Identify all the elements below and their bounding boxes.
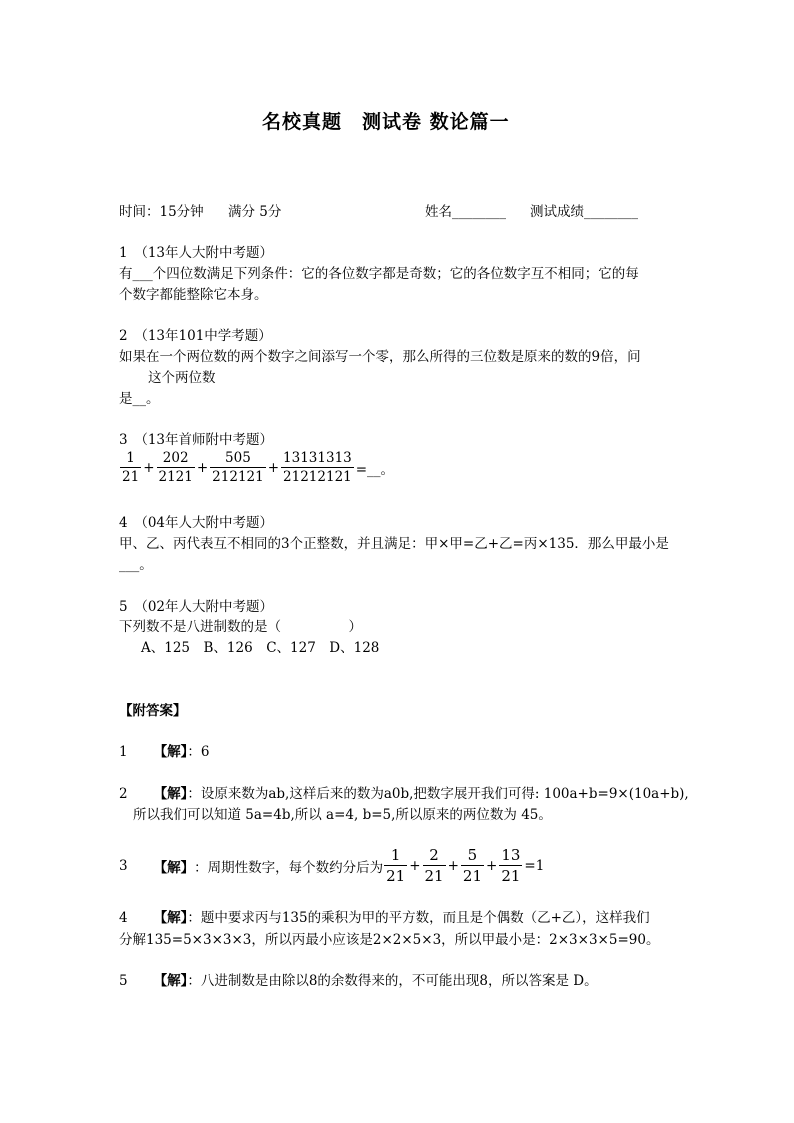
q2-line2: 这个两位数 bbox=[148, 370, 216, 386]
page-title: 名校真题 测试卷 数论篇一 bbox=[262, 111, 510, 133]
test-score-field: 测试成绩________ bbox=[530, 204, 638, 220]
solution-tag: 【解】 bbox=[153, 744, 188, 760]
q3-heading: 3 （13年首师附中考题） bbox=[119, 432, 274, 448]
a3-fraction bbox=[423, 846, 446, 885]
fraction-numerator: 13 bbox=[501, 846, 521, 864]
q3-tail: =__。 bbox=[355, 461, 395, 478]
fraction-denominator: 21 bbox=[424, 867, 444, 885]
plus-sign: + bbox=[267, 459, 280, 476]
q2-heading: 2 （13年101中学考题） bbox=[119, 328, 272, 344]
answer-5 bbox=[119, 973, 598, 989]
fraction-denominator: 21 bbox=[122, 469, 140, 485]
answer-4-line1 bbox=[119, 910, 650, 926]
fraction-numerator: 505 bbox=[225, 450, 251, 466]
fraction-numerator: 202 bbox=[162, 450, 189, 466]
answer-number: 2 bbox=[119, 786, 128, 802]
q5-heading: 5 （02年人大附中考题） bbox=[119, 599, 274, 615]
q3-fraction bbox=[120, 450, 141, 485]
full-score-label: 满分 5分 bbox=[228, 204, 282, 220]
fraction-denominator: 2121 bbox=[158, 469, 193, 485]
answers-heading: 【附答案】 bbox=[119, 703, 187, 719]
answer-text: ：6 bbox=[187, 744, 210, 760]
answer-text: ：题中要求丙与135的乘积为甲的平方数，而且是个偶数（乙+乙），这样我们 bbox=[187, 910, 650, 926]
fraction-denominator: 21 bbox=[386, 867, 406, 885]
plus-sign: + bbox=[409, 857, 421, 874]
q4-line2: ___。 bbox=[119, 557, 153, 573]
solution-tag: 【解】 bbox=[153, 786, 188, 802]
fraction-denominator: 21 bbox=[462, 867, 482, 885]
a3-fraction bbox=[499, 846, 522, 885]
a3-fraction bbox=[461, 846, 484, 885]
answer-1 bbox=[119, 744, 209, 760]
fraction-numerator: 1 bbox=[390, 846, 401, 864]
solution-tag: 【解】 bbox=[153, 859, 195, 876]
q1-line1: 有___个四位数满足下列条件：它的各位数字都是奇数；它的各位数字互不相同；它的每 bbox=[119, 266, 639, 282]
fraction-numerator: 5 bbox=[467, 846, 478, 864]
fraction-denominator: 212121 bbox=[212, 469, 264, 485]
q3-fraction bbox=[281, 450, 354, 485]
solution-tag: 【解】 bbox=[153, 973, 188, 989]
answer-text: ：八进制数是由除以8的余数得来的，不可能出现8，所以答案是 D。 bbox=[187, 973, 598, 989]
q2-line1: 如果在一个两位数的两个数字之间添写一个零，那么所得的三位数是原来的数的9倍，问 bbox=[119, 349, 641, 365]
answer-number: 5 bbox=[119, 973, 128, 989]
plus-sign: + bbox=[447, 857, 459, 874]
fraction-denominator: 21212121 bbox=[283, 469, 352, 485]
time-label: 时间：15分钟 bbox=[119, 204, 204, 220]
a3-tail: =1 bbox=[524, 857, 545, 874]
answer-text: ：设原来数为ab,这样后来的数为a0b,把数字展开我们可得: 100a+b=9×(10a+b), bbox=[187, 786, 689, 802]
plus-sign: + bbox=[196, 459, 209, 476]
q4-heading: 4 （04年人大附中考题） bbox=[119, 515, 274, 531]
q4-line1: 甲、乙、丙代表互不相同的3个正整数，并且满足：甲×甲=乙+乙=丙×135．那么甲最小是 bbox=[119, 536, 669, 552]
answer-2-line2: 所以我们可以知道 5a=4b,所以 a=4, b=5,所以原来的两位数为 45。 bbox=[133, 807, 552, 823]
fraction-numerator: 13131313 bbox=[283, 450, 352, 466]
a3-fraction bbox=[384, 846, 407, 885]
fraction-numerator: 2 bbox=[429, 846, 439, 864]
answer-number: 3 bbox=[119, 857, 128, 874]
answer-number: 4 bbox=[119, 910, 128, 926]
answer-2-line1 bbox=[119, 786, 689, 802]
q1-heading: 1 （13年人大附中考题） bbox=[119, 245, 274, 261]
fraction-numerator: 1 bbox=[126, 450, 135, 466]
answer-4-line2: 分解135=5×3×3×3，所以丙最小应该是2×2×5×3，所以甲最小是：2×3×3×5=90。 bbox=[119, 932, 660, 948]
name-field: 姓名________ bbox=[425, 204, 506, 220]
q1-line2: 个数字都能整除它本身。 bbox=[119, 287, 268, 303]
fraction-denominator: 21 bbox=[501, 867, 521, 885]
answer-text: ：周期性数字，每个数约分后为 bbox=[194, 859, 384, 876]
q5-options: A、125 B、126 C、127 D、128 bbox=[141, 640, 380, 656]
plus-sign: + bbox=[486, 857, 498, 874]
plus-sign: + bbox=[143, 459, 155, 476]
q3-equation bbox=[119, 450, 395, 485]
q3-fraction bbox=[210, 450, 266, 485]
q3-fraction bbox=[157, 450, 195, 485]
solution-tag: 【解】 bbox=[153, 910, 188, 926]
answer-3 bbox=[119, 846, 545, 885]
answer-number: 1 bbox=[119, 744, 128, 760]
q2-line3: 是__。 bbox=[119, 391, 160, 407]
q5-line1: 下列数不是八进制数的是（ ） bbox=[119, 619, 362, 635]
